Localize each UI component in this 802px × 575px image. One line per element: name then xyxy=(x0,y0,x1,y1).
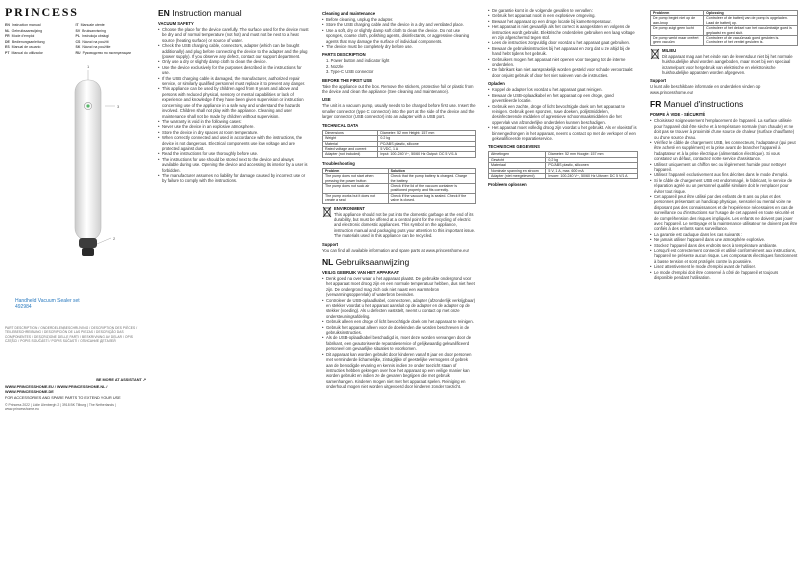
nl-environment xyxy=(650,48,798,76)
table-cell: Afmetingen xyxy=(489,152,546,157)
nl-safety-list-2 xyxy=(488,8,638,78)
fr-title-text: Manuel d'instructions xyxy=(663,99,744,110)
en-title-text: Instruction manual xyxy=(172,8,242,18)
list-item: • Utilisez l'appareil exclusivement aux fins décrites dans le mode d'emploi. xyxy=(650,172,798,177)
fr-safety-list xyxy=(650,118,798,280)
list-item: 2. Nozzle xyxy=(326,63,344,69)
table-cell: De pomp zuigt geen lucht xyxy=(651,26,704,36)
en-tech-table xyxy=(322,130,476,158)
table-cell: Check that the pump battery is charged. Charge the battery. xyxy=(388,174,475,184)
language-list xyxy=(5,23,146,56)
language-code: DE xyxy=(5,39,10,44)
manual-note: BE MORE AT ASSISTANT ↗ xyxy=(96,377,146,382)
list-item: • Het apparaat is niet gevaarlijk als het correct is aangesloten en volgens de instructies wordt gebruikt. Elektrische onderdelen gebruiken een laag voltage en zijn afgeschermd tegen stof. xyxy=(488,24,638,40)
table-cell: Rated voltage and current xyxy=(323,146,378,151)
table-header: Problem xyxy=(323,168,389,173)
nl-env-text: Dit apparaat mag aan het einde van de levensduur niet bij het normale huishoudelijke afval worden aangeboden, maar moet bij een speciaal inzamelpunt voor hergebruik van elektrische en elektronische huishoudelijke apparaten worden afgegeven. xyxy=(662,53,793,76)
table-cell: The pump works but it does not create a seal xyxy=(323,193,389,203)
language-code: PL xyxy=(75,34,80,38)
en-column xyxy=(154,0,314,575)
list-item: • Gebruik het apparaat nooit in een explosieve omgeving. xyxy=(488,13,638,18)
list-item: • Lees de instructies zorgvuldig door voordat u het apparaat gaat gebruiken. xyxy=(488,40,638,45)
language-item xyxy=(76,51,147,57)
en-first-use-text: Take the appliance out the box. Remove the stickers, protective foil or plastic from the device and clean the appliance (See cleaning and maintenance). xyxy=(322,83,474,95)
list-item: • Ne jamais utiliser l'appareil dans une atmosphère explosive. xyxy=(650,237,798,242)
table-row xyxy=(651,26,798,36)
table-cell: 5 VDC, 1 A xyxy=(378,146,476,151)
table-cell: Check if the vacuum bag is sealed. Check if the valve is closed. xyxy=(388,193,475,203)
product-caption xyxy=(15,298,80,310)
list-item: • Store the device in dry spaces at room temperature. xyxy=(158,130,310,135)
table-cell: 0.2 kg xyxy=(378,136,476,141)
en-parts-list xyxy=(322,58,476,74)
language-name: Mode d'emploi xyxy=(11,34,35,38)
language-name: Bruksanvisning xyxy=(82,28,106,33)
nl-charging-heading: Opladen xyxy=(488,81,505,87)
table-cell: Controleer of het deksel van het vacuümbakje goed is geplaatst en goed sluit. xyxy=(704,26,798,36)
language-name: Návod na použitie xyxy=(82,45,111,49)
language-code: CS xyxy=(75,39,81,44)
en-environment xyxy=(322,206,476,239)
en-support-heading: Support xyxy=(322,241,339,247)
spare-parts-note: FOR ACCESSORIES AND SPARE PARTS TO EXTEND YOUR USE xyxy=(5,395,121,400)
list-item: • De fabrikant kan niet aansprakelijk worden gesteld voor schade veroorzaakt door onjuist gebruik of door het niet naleven van de instructies. xyxy=(488,67,638,78)
table-header: Solution xyxy=(388,168,475,173)
language-code: ES xyxy=(5,45,10,49)
list-item: • Als de USB-oplaadkabel beschadigd is, moet deze worden vervangen door de fabrikant, een geautoriseerde reparatieservice of gelijkwaardig gekwalificeerd personeel om gevaarlijke situaties te voorkomen. xyxy=(322,335,476,351)
table-cell: Gewicht xyxy=(489,157,546,162)
language-name: Manuale utente xyxy=(80,23,105,27)
fr-safety-heading: POMPE À VIDE - SÉCURITÉ xyxy=(650,112,706,118)
list-item: • Controleer de USB-oplaadkabel, connectoren, adapter (afzonderlijk verkrijgbaar) en stekker voordat u het apparaat aansluit op de adapter en de adapter op de stekker (voeding). Als u defecten vaststelt, neemt u contact op met onze ondersteuningsafdeling. xyxy=(322,298,476,320)
nl-title xyxy=(322,257,476,267)
product-caption-title: Handheld Vacuum Sealer set xyxy=(15,298,80,304)
list-item: • Dit apparaat kan worden gebruikt door kinderen vanaf 8 jaar en door personen met verminderde lichamelijke, zintuiglijke of geestelijke vermogens of gebrek aan de benodigde ervaring en kennis indien ze onder toezicht staan of instructies hebben gekregen over hoe het apparaat op een veilige manier kan worden gebruikt en indien ze de gevaren begrijpen die met gebruik samenhangen. Kinderen mogen niet met het apparaat spelen. Reiniging en onderhoud mogen niet worden uitgevoerd door kinderen zonder toezicht. xyxy=(322,352,476,390)
list-item: • Only use a dry or slightly damp cloth to clean the device. xyxy=(158,59,310,64)
list-item: • La garantie est caduque dans les cas suivants : xyxy=(650,232,798,237)
cover-column xyxy=(0,0,151,575)
en-safety-heading: VACUUM SAFETY xyxy=(158,21,194,26)
language-item xyxy=(5,51,76,57)
en-safety-list xyxy=(158,27,310,184)
list-item: • Stockez l'appareil dans des endroits secs à température ambiante. xyxy=(650,243,798,248)
list-item: • The manufacturer assumes no liability for damage caused by incorrect use or by failure to comply with the instructions. xyxy=(158,173,310,184)
list-item: • Lisez attentivement le mode d'emploi avant de l'utiliser. xyxy=(650,264,798,269)
list-item: • Cet appareil peut être utilisé par des enfants de 8 ans ou plus et des personnes présentant un handicap physique, sensoriel ou mental voire ne disposant pas des connaissances et de l'expérience nécessaires en cas de surveillance ou d'instructions sur l'usage de cet appareil en toute sécurité et de compréhension des risques impliqués. Les enfants ne doivent pas jouer avec l'appareil. Le nettoyage et la maintenance utilisateur ne doivent pas être confiés à des enfants sans surveillance. xyxy=(650,194,798,232)
language-name: Návod na použití xyxy=(82,39,109,44)
nl-title-text: Gebruiksaanwijzing xyxy=(335,257,410,267)
product-code: 492984 xyxy=(15,304,32,310)
table-cell: Adapter (not included) xyxy=(323,152,378,157)
brand-logo: PRINCESS xyxy=(5,5,79,19)
list-item: • Read the instructions for use thoroughly before use. xyxy=(158,151,310,156)
language-name: Manual do utilizador xyxy=(11,50,43,55)
list-item: 1. Power button and indicator light xyxy=(326,58,390,64)
list-item: • Bewaar de gebruiksinstructies bij het apparaat en zorg dat u ze altijd bij de hand hebt tijdens het gebruik. xyxy=(488,46,638,57)
callout-2: 2 xyxy=(113,236,116,241)
language-name: Bedienungsanleitung xyxy=(11,39,45,44)
list-item: • Le mode d'emploi doit être conservé à côté de l'appareil et toujours disponible pendant l'utilisation. xyxy=(650,270,798,281)
language-name: Руководство по эксплуатации xyxy=(82,50,131,55)
en-code: EN xyxy=(158,8,170,18)
list-item: • Choisissez soigneusement l'emplacement de l'appareil. La surface utilisée pour l'appareil doit être sèche et à température normale (non chaude) et ne doit pas se trouver à proximité d'une source de chaleur (surface chauffante) ou d'une source d'eau. xyxy=(650,118,798,140)
copyright: © Princess 2022 | Lidie Ulenbergh 2 | 3918 BK Tilburg | The Netherlands | www.princesshome.eu xyxy=(5,402,116,412)
wheelie-bin-crossed-icon xyxy=(650,48,660,60)
list-item: • The warranty is void in the following cases: xyxy=(158,119,310,124)
table-cell: Controleer of de vacuümzak goed gesloten is. Controleer of het ventiel gesloten is. xyxy=(704,36,798,46)
list-item: • Gebruikers mogen het apparaat niet openen voor toegang tot de interne onderdelen. xyxy=(488,57,638,68)
table-cell: 0,2 kg xyxy=(546,157,638,162)
language-code: IT xyxy=(75,23,79,27)
en-use-heading: USE xyxy=(322,97,331,103)
list-item: • Store the USB charging cable and the device in a dry and ventilated place. xyxy=(322,22,476,27)
nl-tech-table xyxy=(488,151,638,179)
table-header: Oplossing xyxy=(704,11,798,16)
list-item: • Bewaar het apparaat op een droge locatie bij kamertemperatuur. xyxy=(488,19,638,24)
language-code: NL xyxy=(5,28,10,33)
nl-support-heading: Support xyxy=(650,78,667,84)
table-cell: The pump does not suck air xyxy=(323,183,389,193)
en-use-text: The unit is a vacuum pump, usually needs to be charged before first use. Insert the smaller connector (type C connector) into the port at the side of the device and the larger connector (USB connector) into an adapter with a USB port. xyxy=(322,103,476,120)
callout-1: 1 xyxy=(87,64,90,69)
table-cell: The pump does not start when pressing the power button xyxy=(323,174,389,184)
en-env-heading: ENVIRONMENT xyxy=(334,205,365,211)
table-row xyxy=(323,174,476,184)
table-cell: Invoer: 100-240 V~, 50/60 Hz Uitvoer: DC 5 V/1 A xyxy=(546,173,638,178)
table-row xyxy=(323,193,476,203)
table-cell: Diameter: 52 mm Height: 157 mm xyxy=(378,130,476,135)
callout-3: 3 xyxy=(117,104,120,109)
list-item: • Gebruik een zachte, droge of licht bevochtigde doek om het apparaat te reinigen. Gebruik geen sponzen, ruwe doeken, polijstmiddelen, desinfecterende middelen of agressieve schoonmaakmiddelen die het oppervlak van afzonderlijke onderdelen kunnen beschadigen. xyxy=(488,104,638,126)
list-item: 3. Type-C USB connector xyxy=(326,69,374,75)
nl-support-text: U kunt alle beschikbare informatie en onderdelen vinden op www.princesshome.eu! xyxy=(650,84,761,95)
table-cell: De pomp werkt maar creëert geen vacuüm xyxy=(651,36,704,46)
table-cell: PC/ABS plastic, siliconen xyxy=(546,163,638,168)
list-item: • Use a soft, dry or slightly damp soft cloth to clean the device. Do not use sponges, coarse cloth, polishing agents, disinfectants, or aggressive cleaning agents that may damage the surface of individual components. xyxy=(322,28,476,44)
en-support-text: You can find all available information and spare parts at www.princesshome.eu! xyxy=(322,247,469,253)
nl-safety-list xyxy=(322,276,476,390)
list-item: • De garantie komt in de volgende gevallen te vervallen: xyxy=(488,8,638,13)
table-row xyxy=(489,173,638,178)
table-row xyxy=(651,16,798,26)
table-cell: 5 V, 1 A, max. 600 mA xyxy=(546,168,638,173)
language-name: Gebruiksaanwijzing xyxy=(11,28,43,33)
list-item: • Bewaar de USB-oplaadkabel en het apparaat op een droge, goed geventileerde locatie. xyxy=(488,93,638,104)
table-cell: Nominale spanning en stroom xyxy=(489,168,546,173)
list-item: • Koppel de adapter los voordat u het apparaat gaat reinigen. xyxy=(488,87,638,92)
list-item: • Si le câble de chargement USB est endommagé, le fabricant, le service de réparation agréé ou un personnel qualifié similaire doit le remplacer pour éviter tout risque. xyxy=(650,178,798,194)
vacuum-sealer-image xyxy=(53,62,123,310)
table-cell: PC/ABS plastic, silicone xyxy=(378,141,476,146)
table-cell: Input: 100-240 V~, 50/60 Hz Output: DC 5 V/1 A xyxy=(378,152,476,157)
en-column-2 xyxy=(318,0,480,575)
table-cell: Controleer of de batterij van de pomp is opgeladen. Laad de batterij op. xyxy=(704,16,798,26)
nl-env-heading: MILIEU xyxy=(662,47,677,53)
list-item: • Before cleaning, unplug the adapter. xyxy=(322,17,476,22)
table-cell: Diameter: 52 mm Hoogte: 157 mm xyxy=(546,152,638,157)
en-env-text: This appliance should not be put into the domestic garbage at the end of its durability, but must be offered at a central point for the recycling of electric and electronic domestic appliances. This symbol on the appliance, instruction manual and packaging puts your attention to this important issue. The materials used in this appliance can be recycled. xyxy=(334,211,476,239)
language-code: FR xyxy=(5,34,10,38)
nl-safety-heading: VEILIG GEBRUIK VAN HET APPARAAT xyxy=(322,270,400,275)
language-code: PT xyxy=(5,50,10,55)
wheelie-bin-crossed-icon xyxy=(322,206,332,218)
part-description-text: PART DESCRIPTION / ONDERDELENBESCHRIJVING / DESCRIPTION DES PIÈCES / TEILEBESCHREIBUNG / DESCRIPCIÓN DE LAS PIEZAS / DESCRIÇÃO DAS COMPONENTES / DESCRIZIONE DELLE PARTI / BESKRIVNING AV DELAR / OPIS CZĘŚCI / POPIS SOUČÁSTÍ / POPIS SÚČASTÍ / ОПИСАНИЕ ДЕТАЛЕЙ xyxy=(5,326,138,344)
list-item: • When correctly connected and used in accordance with the instructions, the device is not dangerous. Electrical components use low voltage and are protected against dust. xyxy=(158,135,310,151)
nl-column xyxy=(484,0,642,575)
product-illustration xyxy=(5,62,146,322)
nl-tech-heading: TECHNISCHE GEGEVENS xyxy=(488,144,540,150)
en-parts-heading: PARTS DESCRIPTION xyxy=(322,52,366,58)
table-cell: Material xyxy=(323,141,378,146)
table-row xyxy=(323,152,476,157)
en-title xyxy=(158,8,310,18)
en-trouble-table xyxy=(322,168,476,204)
fr-title xyxy=(650,99,798,109)
list-item: • Check the USB charging cable, connectors, adapter (which can be bought additionally) and plug before connecting the device to the adapter and the plug (power supply). If you observe any defect, contact our support department. xyxy=(158,43,310,59)
en-trouble-heading: Troubleshooting xyxy=(322,160,355,166)
fr-column xyxy=(646,0,802,575)
nl-charging-list xyxy=(488,87,638,141)
list-item: • Het apparaat moet volledig droog zijn voordat u het gebruikt. Als er vloeistof is binnengedrongen in het apparaat, neemt u contact op met de verkoper of een gekwalificeerde reparatieservice. xyxy=(488,125,638,141)
website-links[interactable]: WWW.PRINCESSHOME.EU / WWW.PRINCESSHOME.NL / WWW.PRINCESSHOME.DE xyxy=(5,384,108,394)
language-code: SV xyxy=(75,28,81,33)
list-item: • Lorsqu'il est correctement connecté et utilisé conformément aux instructions, l'appareil ne présente aucun risque. Les composants électriques fonctionnent à basse tension et sont protégés contre la poussière. xyxy=(650,248,798,264)
nl-trouble-heading: Probleem oplossen xyxy=(488,182,527,188)
list-item: • Gebruik alleen een droge of licht bevochtigde doek om het apparaat te reinigen. xyxy=(322,319,476,324)
list-item: • If the USB charging cable is damaged, the manufacturer, authorized repair service, or similarly qualified personnel must replace it to prevent any danger. xyxy=(158,76,310,87)
nl-problem-table xyxy=(650,10,798,46)
table-row xyxy=(323,183,476,193)
list-item: • Denk goed na over waar u het apparaat plaatst. De gebruikte ondergrond voor het apparaat moet droog zijn en een normale temperatuur hebben, dus niet heet zijn. De ondergrond mag zich ook niet naast een warmtebron (verwarmingsoppervlak) of waterbron bevinden. xyxy=(322,276,476,298)
list-item: • Utilisez uniquement un chiffon sec ou légèrement humide pour nettoyer l'appareil. xyxy=(650,162,798,173)
en-first-use-heading: BEFORE THE FIRST USE xyxy=(322,77,373,83)
table-cell: Check if the lid of the vacuum container is positioned properly and fits correctly. xyxy=(388,183,475,193)
en-cleaning-list xyxy=(322,17,476,49)
table-row xyxy=(651,36,798,46)
list-item: • Never use the device in an explosive atmosphere. xyxy=(158,124,310,129)
language-name: Manual de usuario xyxy=(11,45,41,49)
en-cleaning-heading: Cleaning and maintenance xyxy=(322,11,376,16)
list-item: • This appliance can be used by children aged from 8 years and above and persons with reduced physical, sensory or mental capabilities or lack of experience and knowledge if they have been given supervision or instruction concerning use of the appliance in a safe way and understand the hazards involved. Children shall not play with the appliance. Cleaning and user maintenance shall not be made by children without supervision. xyxy=(158,86,310,118)
language-name: Instruction manual xyxy=(11,23,41,27)
language-code: RU xyxy=(75,50,81,55)
list-item: • Gebruik het apparaat alleen voor de doeleinden die worden beschreven in de gebruiksinstructies. xyxy=(322,325,476,336)
en-tech-heading: TECHNICAL DATA xyxy=(322,122,359,128)
language-name: Instrukcja obsługi xyxy=(81,34,110,38)
table-cell: Weight xyxy=(323,136,378,141)
list-item: • The instructions for use should be stored next to the device and always available during use. Opening the device and accessing its interior by a user is forbidden. xyxy=(158,157,310,173)
fr-code: FR xyxy=(650,99,662,110)
language-code: SK xyxy=(75,45,81,49)
list-item: • Use the device exclusively for the purposes described in the instructions for use. xyxy=(158,65,310,76)
nl-code: NL xyxy=(322,257,334,267)
list-item: • Vérifiez le câble de chargement USB, les connecteurs, l'adaptateur (qui peut être acheté en supplément) et la prise avant de brancher l'appareil à l'adaptateur et à la prise électrique (alimentation électrique). Si vous constatez un défaut, contactez notre service d'assistance. xyxy=(650,140,798,162)
table-cell: Dimensions xyxy=(323,130,378,135)
list-item: • The device must be completely dry before use. xyxy=(322,44,476,49)
language-code: EN xyxy=(5,23,10,27)
table-cell: Materiaal xyxy=(489,163,546,168)
table-header: Probleem xyxy=(651,11,704,16)
table-cell: De pomp begint niet op de aan-knop xyxy=(651,16,704,26)
list-item: • Choose the place for the device carefully. The surface used for the device must be dry and of normal temperature (not hot) and must not be next to a heat source (heating surface) or source of water. xyxy=(158,27,310,43)
table-cell: Adapter (niet meegeleverd) xyxy=(489,173,546,178)
